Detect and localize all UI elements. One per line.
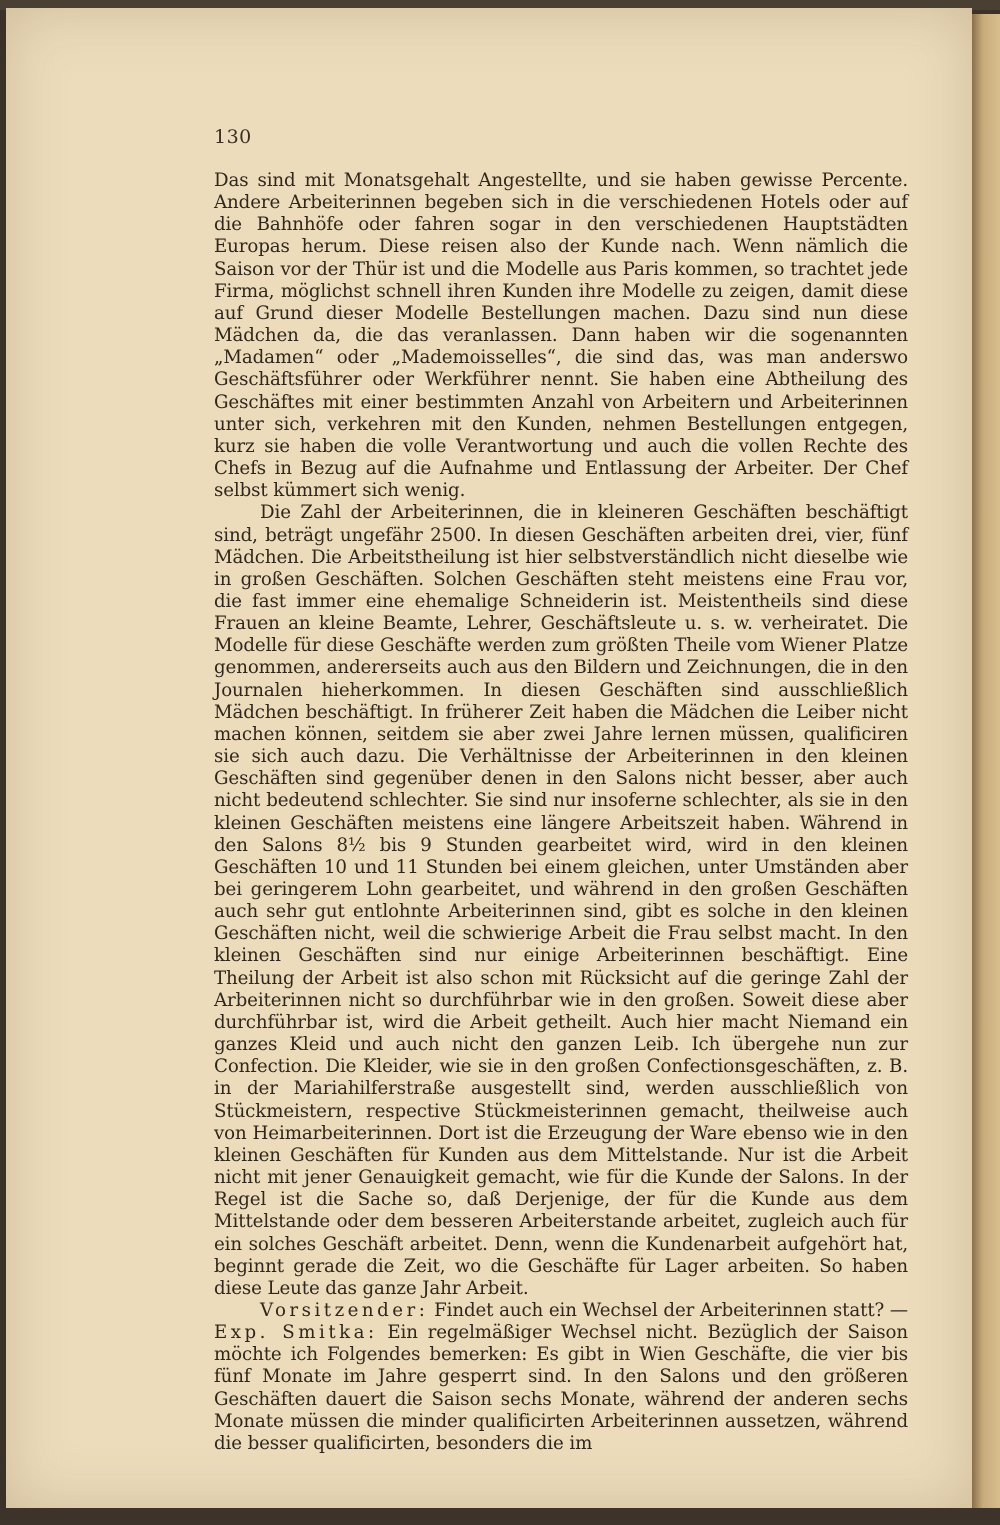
paragraph-1: Das sind mit Monatsgehalt Angestellte, und sie haben gewisse Percente. Andere Arbeiterinnen begeben sich in die verschiedenen Hotels oder auf die Bahnhöfe oder fahren sogar in den verschiedenen Hauptstädten Europas herum. Diese reisen also der Kunde nach. Wenn nämlich die Saison vor der Thür ist und die Modelle aus Paris kommen, so trachtet jede Firma, möglichst schnell ihren Kunden ihre Modelle zu zeigen, damit diese auf Grund dieser Modelle Bestellungen machen. Dazu sind nun diese Mädchen da, die das veranlassen. Dann haben wir die sogenannten „Madamen“ oder „Mademoisselles“, die sind das, was man anderswo Geschäftsführer oder Werkführer nennt. Sie haben eine Abtheilung des Geschäftes mit einer bestimmten Anzahl von Arbeitern und Arbeiterinnen unter sich, verkehren mit den Kunden, nehmen Bestellungen entgegen, kurz sie haben die volle Verantwortung und auch die vollen Rechte des Chefs in Bezug auf die Aufnahme und Entlassung der Arbeiter. Der Chef selbst kümmert sich wenig. [214,170,908,502]
page-number: 130 [214,126,252,148]
page-gutter-edge [972,14,1000,1510]
paragraph-3 [214,1300,908,1455]
speaker-chair: Vorsitzender: [260,1299,429,1321]
scan-bottom-edge [0,1508,1000,1525]
answer-text: Ein regelmäßiger Wechsel nicht. Bezüglich der Saison möchte ich Folgendes bemerken: Es gibt in Wien Geschäfte, die vier bis fünf Monate im Jahre gesperrt sind. In den Salons und den größeren Geschäften dauert die Saison sechs Monate, während der anderen sechs Monate müssen die minder qualificirten Arbeiterinnen aussetzen, während die besser qualificirten, besonders die im [214,1322,908,1454]
paragraph-2: Die Zahl der Arbeiterinnen, die in kleineren Geschäften beschäftigt sind, beträgt ungefähr 2500. In diesen Geschäften arbeiten drei, vier, fünf Mädchen. Die Arbeitstheilung ist hier selbstverständlich nicht dieselbe wie in großen Geschäften. Solchen Geschäften steht meistens eine Frau vor, die fast immer eine ehemalige Schneiderin ist. Meistentheils sind diese Frauen an kleine Beamte, Lehrer, Geschäftsleute u. s. w. verheiratet. Die Modelle für diese Geschäfte werden zum größten Theile vom Wiener Platze genommen, andererseits auch aus den Bildern und Zeichnungen, die in den Journalen hieherkommen. In diesen Geschäften sind ausschließlich Mädchen beschäftigt. In früherer Zeit haben die Mädchen die Leiber nicht machen können, seitdem sie aber zwei Jahre lernen müssen, qualificiren sie sich auch dazu. Die Verhältnisse der Arbeiterinnen in den kleinen Geschäften sind gegenüber denen in den Salons nicht besser, aber auch nicht bedeutend schlechter. Sie sind nur insoferne schlechter, als sie in den kleinen Geschäften meistens eine längere Arbeitszeit haben. Während in den Salons 8½ bis 9 Stunden gearbeitet wird, wird in den kleinen Geschäften 10 und 11 Stunden bei einem gleichen, unter Umständen aber bei geringerem Lohn gearbeitet, und während in den großen Geschäften auch sehr gut entlohnte Arbeiterinnen sind, gibt es solche in den kleinen Geschäften nicht, weil die schwierige Arbeit die Frau selbst macht. In den kleinen Geschäften sind nur einige Arbeiterinnen beschäftigt. Eine Theilung der Arbeit ist also schon mit Rücksicht auf die geringe Zahl der Arbeiterinnen nicht so durchführbar wie in den großen. Soweit diese aber durchführbar ist, wird die Arbeit getheilt. Auch hier macht Niemand ein ganzes Kleid und auch nicht den ganzen Leib. Ich übergehe nun zur Confection. Die Kleider, wie sie in den großen Confectionsgeschäften, z. B. in der Mariahilferstraße ausgestellt sind, werden ausschließlich von Stückmeistern, respective Stückmeisterinnen gemacht, theilweise auch von Heimarbeiterinnen. Dort ist die Erzeugung der Ware ebenso wie in den kleinen Geschäften für Kunden aus dem Mittelstande. Nur ist die Arbeit nicht mit jener Genauigkeit gemacht, wie für die Kunde der Salons. In der Regel ist die Sache so, daß Derjenige, der für die Kunde aus dem Mittelstande oder dem besseren Arbeiterstande arbeitet, zugleich auch für ein solches Geschäft arbeitet. Denn, wenn die Kundenarbeit aufgehört hat, beginnt gerade die Zeit, wo die Geschäfte für Lager arbeiten. So haben diese Leute das ganze Jahr Arbeit. [214,502,908,1299]
question-text: Findet auch ein Wechsel der Arbeiterinnen statt? — [428,1299,908,1321]
body-text [214,170,908,1455]
speaker-expert: Exp. Smitka: [214,1322,378,1344]
